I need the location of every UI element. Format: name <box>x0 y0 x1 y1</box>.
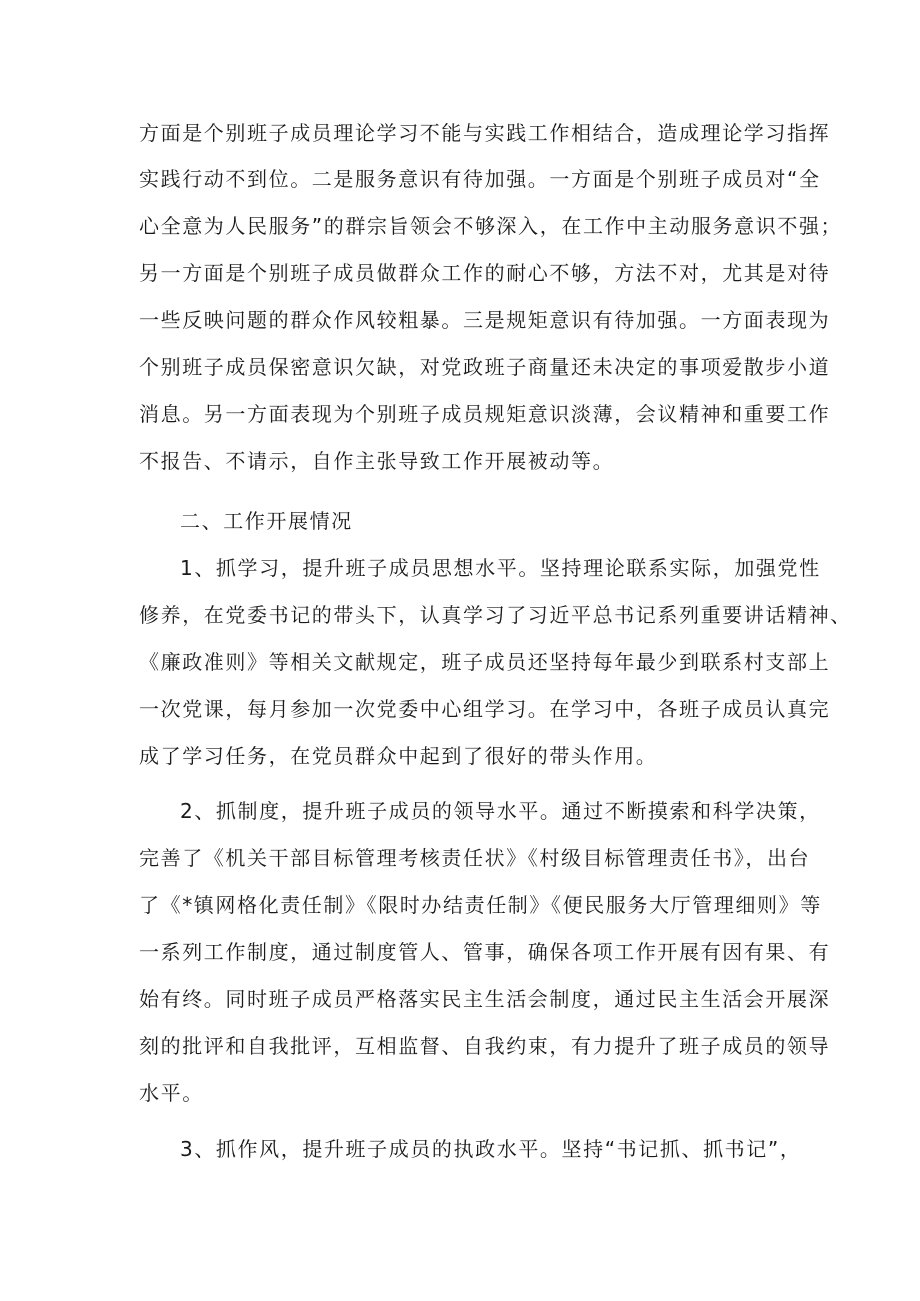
body-text-line: 个别班子成员保密意识欠缺，对党政班子商量还未决定的事项爱散步小道 <box>139 355 831 379</box>
body-text-line: 2、抓制度，提升班子成员的领导水平。通过不断摸索和科学决策， <box>180 799 821 823</box>
body-text-line: 修养，在党委书记的带头下，认真学习了习近平总书记系列重要讲话精神、 <box>139 603 852 627</box>
body-text-line: 一次党课，每月参加一次党委中心组学习。在学习中，各班子成员认真完 <box>139 697 831 721</box>
body-text-line: 另一方面是个别班子成员做群众工作的耐心不够，方法不对，尤其是对待 <box>139 261 831 285</box>
body-text-line: 成了学习任务，在党员群众中起到了很好的带头作用。 <box>139 744 658 768</box>
body-text-line: 心全意为人民服务”的群宗旨领会不够深入，在工作中主动服务意识不强； <box>139 214 843 238</box>
body-text-line: 始有终。同时班子成员严格落实民主生活会制度，通过民主生活会开展深 <box>139 987 831 1011</box>
body-text-line: 《廉政准则》等相关文献规定，班子成员还坚持每年最少到联系村支部上 <box>139 650 831 674</box>
body-text-line: 一些反映问题的群众作风较粗暴。三是规矩意识有待加强。一方面表现为 <box>139 308 831 332</box>
body-text-line: 实践行动不到位。二是服务意识有待加强。一方面是个别班子成员对“全 <box>139 167 821 191</box>
body-text-line: 1、抓学习，提升班子成员思想水平。坚持理论联系实际，加强党性 <box>180 556 821 580</box>
body-text-line: 不报告、不请示，自作主张导致工作开展被动等。 <box>139 449 615 473</box>
body-text-line: 一系列工作制度，通过制度管人、管事，确保各项工作开展有因有果、有 <box>139 940 831 964</box>
body-text-line: 消息。另一方面表现为个别班子成员规矩意识淡薄，会议精神和重要工作 <box>139 402 831 426</box>
body-text-line: 刻的批评和自我批评，互相监督、自我约束，有力提升了班子成员的领导 <box>139 1034 831 1058</box>
body-text-line: 完善了《机关干部目标管理考核责任状》《村级目标管理责任书》，出台 <box>139 846 811 870</box>
body-text-line: 方面是个别班子成员理论学习不能与实践工作相结合，造成理论学习指挥 <box>139 121 831 145</box>
body-text-line: 了《*镇网格化责任制》《限时办结责任制》《便民服务大厅管理细则》等 <box>139 893 822 917</box>
section-heading: 二、工作开展情况 <box>180 509 353 533</box>
body-text-line: 水平。 <box>139 1081 204 1105</box>
body-text-line: 3、抓作风，提升班子成员的执政水平。坚持“书记抓、抓书记”， <box>180 1137 802 1161</box>
